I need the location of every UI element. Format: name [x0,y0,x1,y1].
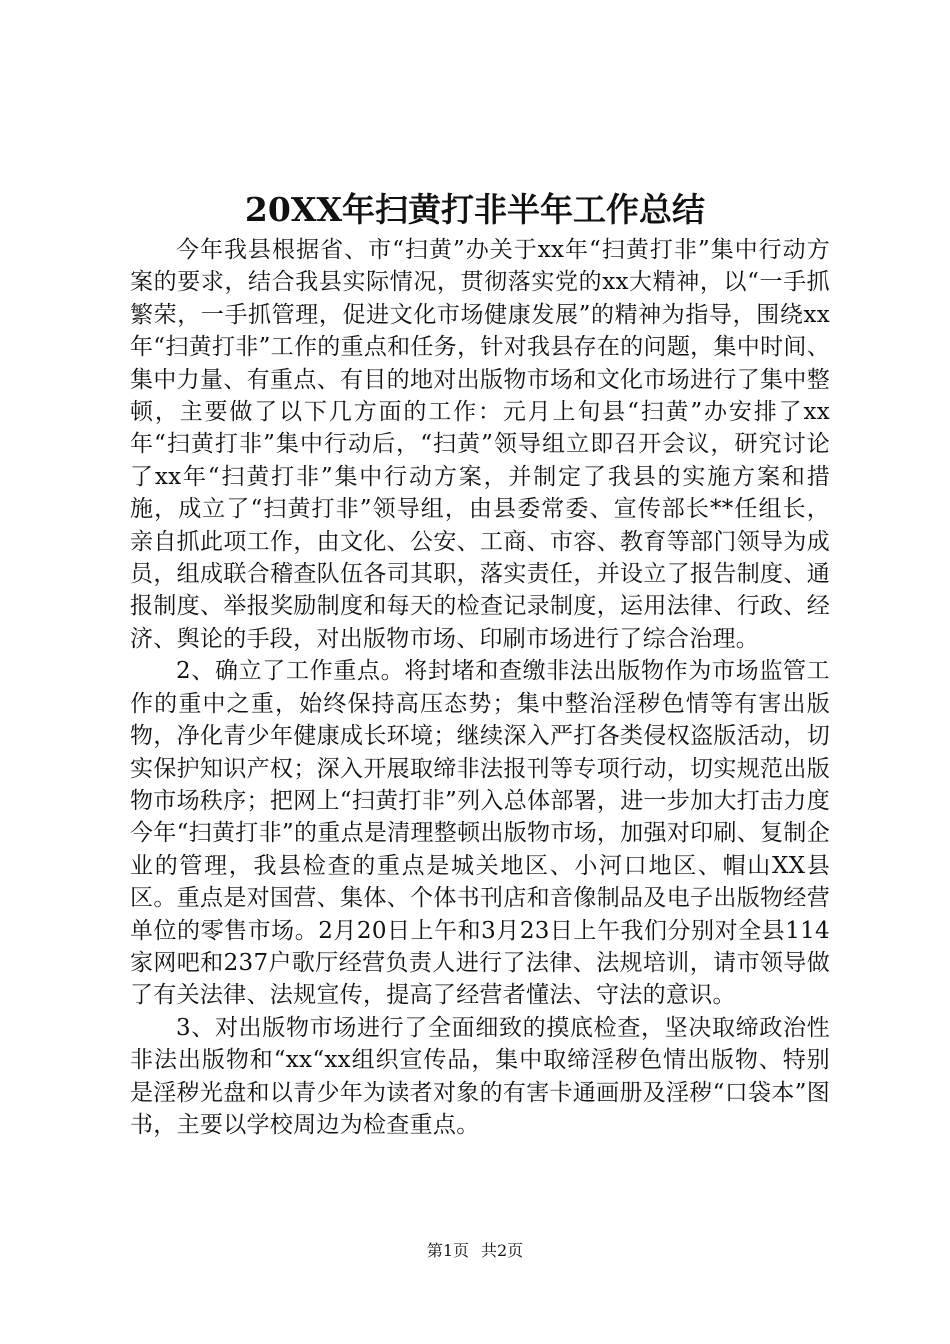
paragraph-3: 3、对出版物市场进行了全面细致的摸底检查，坚决取缔政治性非法出版物和“xx“xx组织宣传品，集中取缔淫秽色情出版物、特别是淫秽光盘和以青少年为读者对象的有害卡通画册及淫秽“口袋本”图书，主要以学校周边为检查重点。 [130,1014,830,1138]
paragraph-2: 2、确立了工作重点。将封堵和查缴非法出版物作为市场监管工作的重中之重，始终保持高压态势；集中整治淫秽色情等有害出版物，净化青少年健康成长环境；继续深入严打各类侵权盗版活动，切实保护知识产权；深入开展取缔非法报刊等专项行动，切实规范出版物市场秩序；把网上“扫黄打非”列入总体部署，进一步加大打击力度今年“扫黄打非”的重点是清理整顿出版物市场，加强对印刷、复制企业的管理，我县检查的重点是城关地区、小河口地区、帽山XX县区。重点是对国营、集体、个体书刊店和音像制品及电子出版物经营单位的零售市场。2月20日上午和3月23日上午我们分别对全县114家网吧和237户歌厅经营负责人进行了法律、法规培训，请市领导做了有关法律、法规宣传，提高了经营者懂法、守法的意识。 [130,658,830,1009]
paragraph-1: 今年我县根据省、市“扫黄”办关于xx年“扫黄打非”集中行动方案的要求，结合我县实际情况，贯彻落实党的xx大精神，以“一手抓繁荣，一手抓管理，促进文化市场健康发展”的精神为指导，围绕xx年“扫黄打非”工作的重点和任务，针对我县存在的问题，集中时间、集中力量、有重点、有目的地对出版物市场和文化市场进行了集中整顿，主要做了以下几方面的工作：元月上旬县“扫黄”办安排了xx年“扫黄打非”集中行动后，“扫黄”领导组立即召开会议，研究讨论了xx年“扫黄打非”集中行动方案，并制定了我县的实施方案和措施，成立了“扫黄打非”领导组，由县委常委、宣传部长**任组长，亲自抓此项工作，由文化、公安、工商、市容、教育等部门领导为成员，组成联合稽查队伍各司其职，落实责任，并设立了报告制度、通报制度、举报奖励制度和每天的检查记录制度，运用法律、行政、经济、舆论的手段，对出版物市场、印刷市场进行了综合治理。 [130,237,830,652]
page-count: 共2页 [481,1241,524,1260]
page-number: 第1页 [426,1241,469,1260]
document-title: 20XX年扫黄打非半年工作总结 [244,190,706,229]
document-body [130,234,830,1141]
page-footer [0,1240,950,1262]
